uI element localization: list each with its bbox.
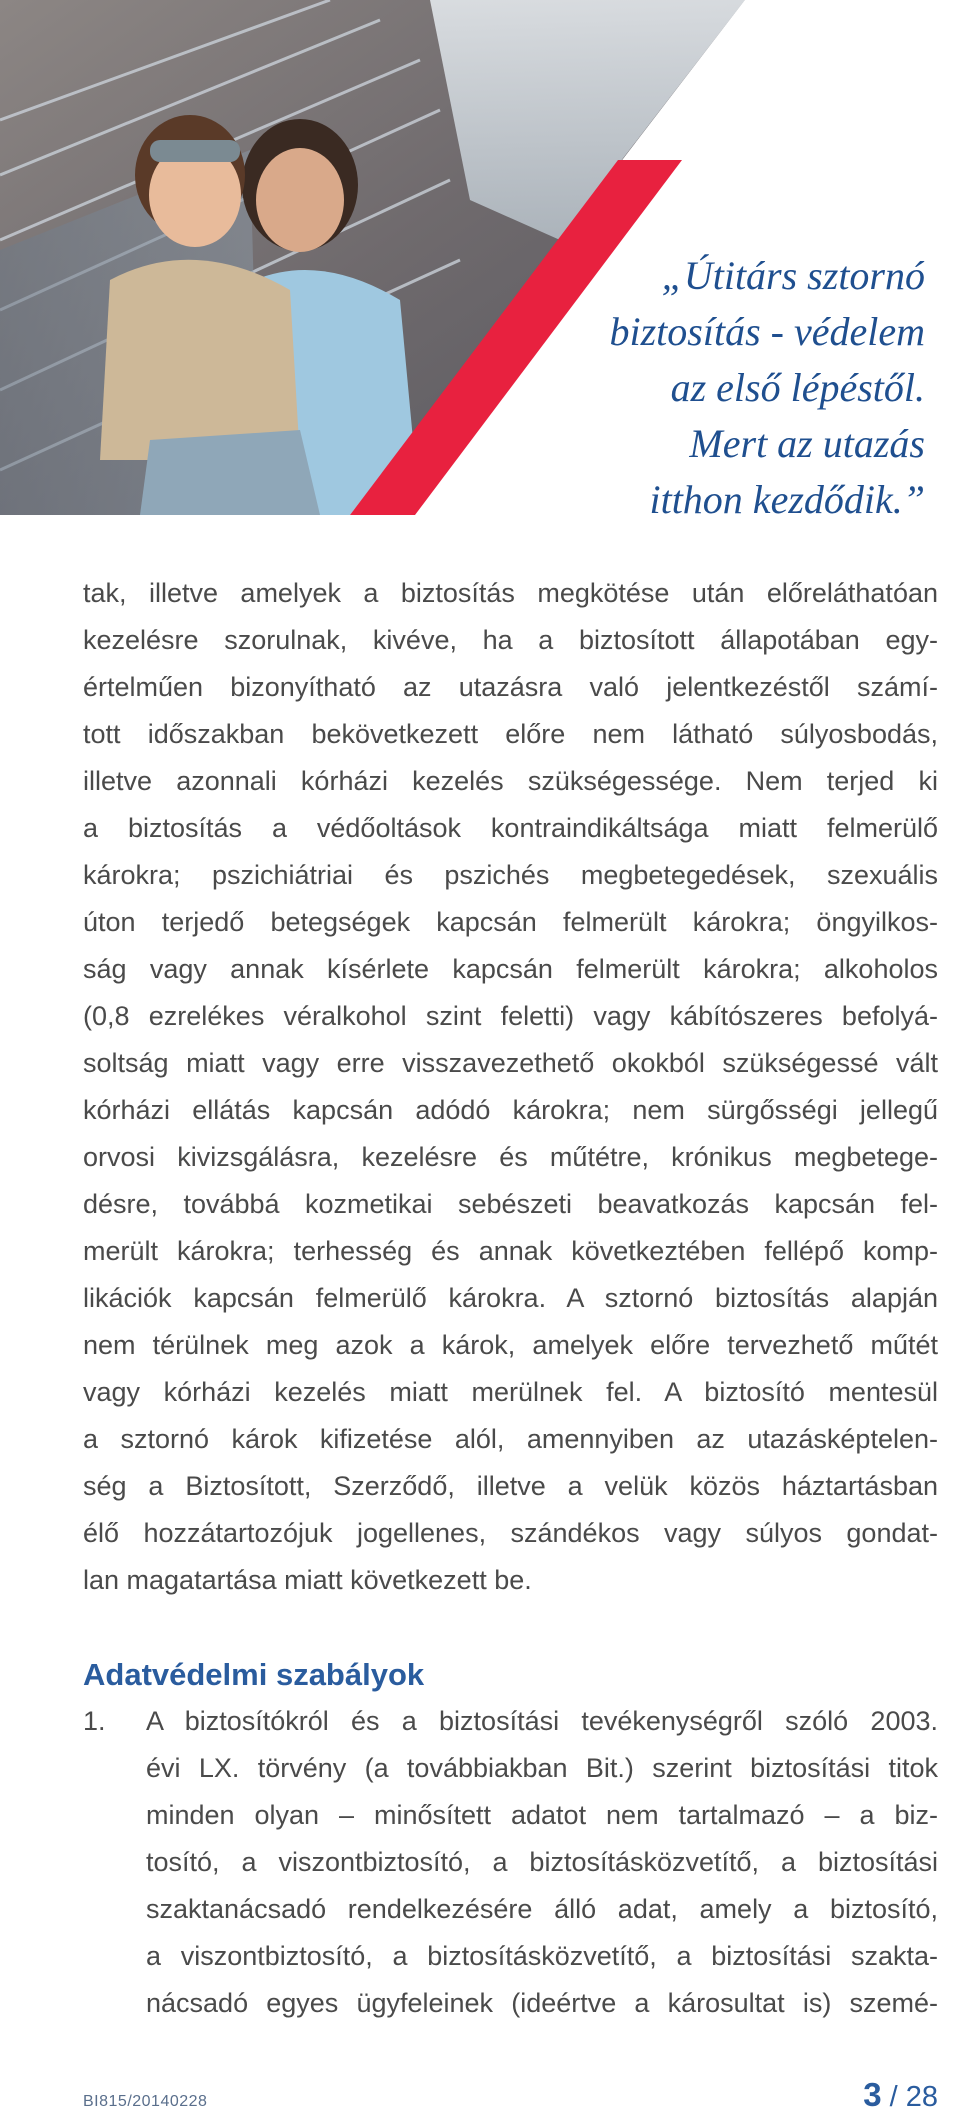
text-line: ség a Biztosított, Szerződő, illetve a velük közös háztartásban	[83, 1471, 938, 1501]
text-line: illetve azonnali kórházi kezelés szükségessége. Nem terjed ki	[83, 766, 938, 796]
main-content	[83, 570, 938, 2027]
text-line: likációk kapcsán felmerülő károkra. A sztornó biztosítás alapján	[83, 1283, 938, 1313]
text-line: nácsadó egyes ügyfeleinek (ideértve a károsultat is) szemé-	[146, 1988, 938, 2018]
text-line: szaktanácsadó rendelkezésére álló adat, amely a biztosító,	[146, 1894, 938, 1924]
text-line: élő hozzátartozójuk jogellenes, szándékos vagy súlyos gondat-	[83, 1518, 938, 1548]
section-heading: Adatvédelmi szabályok	[83, 1657, 425, 1692]
text-line: tak, illetve amelyek a biztosítás megkötése után előreláthatóan	[83, 578, 938, 608]
quote-line: itthon kezdődik.”	[649, 477, 925, 515]
text-line: désre, továbbá kozmetikai sebészeti beavatkozás kapcsán fel-	[83, 1189, 938, 1219]
text-line: évi LX. törvény (a továbbiakban Bit.) szerint biztosítási titok	[146, 1753, 938, 1783]
text-line: károkra; pszichiátriai és pszichés megbetegedések, szexuális	[83, 860, 938, 890]
text-line: minden olyan – minősített adatot nem tartalmazó – a biz-	[146, 1800, 938, 1830]
text-line: ság vagy annak kísérlete kapcsán felmerült károkra; alkoholos	[83, 954, 938, 984]
text-line: (0,8 ezrelékes véralkohol szint feletti) vagy kábítószeres befolyá-	[83, 1001, 938, 1031]
page-current: 3	[863, 2076, 882, 2113]
text-line: kezelésre szorulnak, kivéve, ha a biztosított állapotában egy-	[83, 625, 938, 655]
text-line: a biztosítás a védőoltások kontraindikáltsága miatt felmerülő	[83, 813, 938, 843]
text-line: soltság miatt vagy erre visszavezethető okokból szükségessé vált	[83, 1048, 938, 1078]
text-line: úton terjedő betegségek kapcsán felmerült károkra; öngyilkos-	[83, 907, 938, 937]
quote-line: az első lépéstől.	[670, 365, 925, 410]
list-number: 1.	[83, 1706, 106, 1736]
text-line: a viszontbiztosító, a biztosításközvetítő, a biztosítási szakta-	[146, 1941, 938, 1971]
text-line: tott időszakban bekövetkezett előre nem látható súlyosbodás,	[83, 719, 938, 749]
quote-line: biztosítás - védelem	[609, 309, 925, 354]
text-line: nem térülnek meg azok a károk, amelyek előre tervezhető műtét	[83, 1330, 938, 1360]
list-item-text	[146, 1698, 938, 2027]
text-line: merült károkra; terhesség és annak következtében fellépő komp-	[83, 1236, 938, 1266]
body-paragraph	[83, 570, 938, 1604]
page-total: 28	[905, 2081, 938, 2113]
hero-banner	[0, 0, 960, 515]
text-line: vagy kórházi kezelés miatt merülnek fel. A biztosító mentesül	[83, 1377, 938, 1407]
text-line: orvosi kivizsgálásra, kezelésre és műtétre, krónikus megbetege-	[83, 1142, 938, 1172]
text-line: tosító, a viszontbiztosító, a biztosításközvetítő, a biztosítási	[146, 1847, 938, 1877]
quote-line: Mert az utazás	[689, 421, 925, 466]
quote-line: „Útitárs sztornó	[661, 253, 925, 298]
text-line: kórházi ellátás kapcsán adódó károkra; nem sürgősségi jellegű	[83, 1095, 938, 1125]
text-line: A biztosítókról és a biztosítási tevékenységről szóló 2003.	[146, 1706, 938, 1736]
hero-quote	[610, 248, 926, 515]
text-line: a sztornó károk kifizetése alól, amennyiben az utazásképtelen-	[83, 1424, 938, 1454]
list-item	[83, 1698, 938, 2027]
page-separator: /	[889, 2081, 898, 2113]
document-code: BI815/20140228	[83, 2093, 208, 2110]
text-line: lan magatartása miatt következett be.	[83, 1565, 532, 1595]
text-line: értelműen bizonyítható az utazásra való jelentkezéstől számí-	[83, 672, 938, 702]
page-indicator	[863, 2076, 938, 2114]
